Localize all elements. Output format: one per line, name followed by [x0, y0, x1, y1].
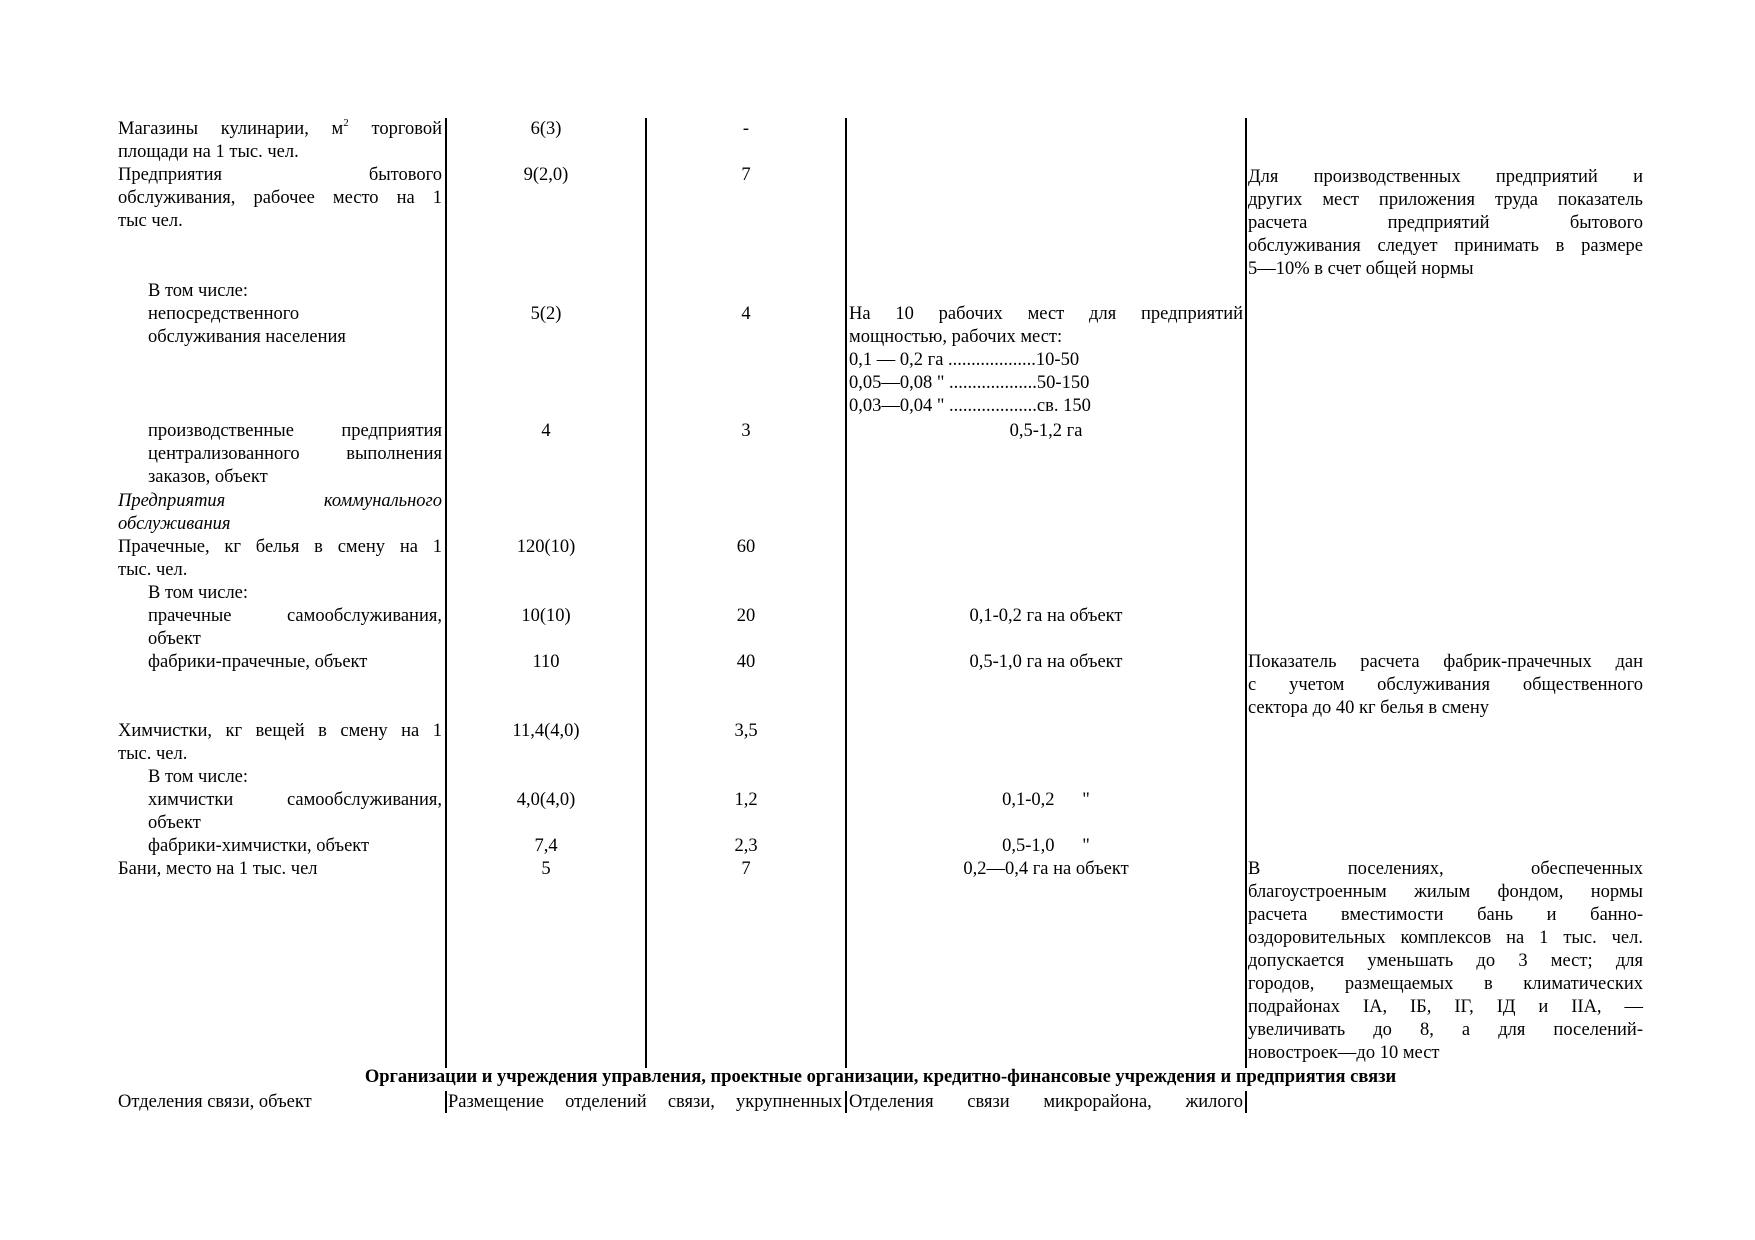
row-baths-v2: 7 — [741, 859, 751, 879]
row-baths-name: Бани, место на 1 тыс. чел — [118, 859, 318, 879]
row-self-service-laundries-v1: 10(10) — [521, 606, 571, 626]
column-divider-4-last — [1245, 1091, 1247, 1113]
row-dry-cleaning-factories-v2: 2,3 — [734, 836, 758, 856]
row-dry-cleaning-factories-v1: 7,4 — [534, 836, 558, 856]
row-cookery-shops-v2: - — [742, 119, 750, 139]
row-self-service-laundries-v2: 20 — [736, 606, 756, 626]
row-dry-cleaning-factories-area: 0,5-1,0 " — [1002, 836, 1090, 856]
row-dry-cleaners-name: Химчистки, кг вещей в смену на 1 тыс. чел. — [118, 721, 442, 764]
row-baths-v1: 5 — [541, 859, 551, 879]
section-heading-administration: Организации и учреждения управления, проектные организации, кредитно-финансовые учреждения и предприятия связи — [364, 1067, 1397, 1087]
row-cookery-shops-name: Магазины кулинарии, $м^2$ торговой площади на 1 тыс. чел. — [118, 117, 442, 162]
row-consumer-services-name: Предприятия бытового обслуживания, рабочее место на 1 тыс чел. — [118, 165, 442, 231]
column-divider-2-last — [845, 1091, 847, 1113]
row-self-service-laundries-name: прачечные самообслуживания, объект — [148, 606, 442, 649]
row-self-service-dry-cleaners-v2: 1,2 — [734, 790, 758, 810]
section-communal-services: Предприятия коммунального обслуживания — [118, 491, 442, 534]
row-self-service-laundries-area: 0,1-0,2 га на объект — [969, 606, 1123, 626]
row-production-enterprises-area: 0,5-1,2 га — [1009, 421, 1083, 441]
row-post-offices-col2: Размещение отделений связи, укрупненных — [448, 1092, 842, 1112]
row-laundries-v2: 60 — [736, 537, 756, 557]
row-self-service-dry-cleaners-v1: 4,0(4,0) — [516, 790, 576, 810]
row-post-offices-col3: Отделения связи микрорайона, жилого — [849, 1092, 1243, 1112]
row-production-enterprises-name: производственные предприятия централизованного выполнения заказов, объект — [148, 421, 442, 487]
row-consumer-services-v2: 7 — [741, 165, 751, 185]
row-baths-area: 0,2—0,4 га на объект — [963, 859, 1129, 879]
column-divider-1 — [445, 118, 447, 1068]
row3-subheading: В том числе: — [148, 281, 249, 301]
row-production-enterprises-v1: 4 — [541, 421, 551, 441]
row-direct-service-area: На 10 рабочих мест для предприятий мощностью, рабочих мест: 0,1 — 0,2 га ...................10-50 0,05—0,08 " ...................50-150 0,03—0,04 " ...................св. 150 — [849, 304, 1243, 416]
row-direct-service-name: непосредственного обслуживания населения — [148, 304, 346, 347]
row-direct-service-v1: 5(2) — [530, 304, 562, 324]
row-baths-note: В поселениях, обеспеченных благоустроенным жилым фондом, нормы расчета вместимости бань и банно- оздоровительных комплексов на 1 тыс. чел. допускается уменьшать до 3 мест; для городов, размещаемых в климатических подрайонах IА, IБ, IГ, IД и IIА, — увеличивать до 8, а для поселений- новостроек—до 10 мест — [1248, 859, 1643, 1063]
column-divider-2 — [645, 118, 647, 1068]
row10-subheading: В том числе: — [148, 767, 249, 787]
row-production-enterprises-v2: 3 — [741, 421, 751, 441]
row-laundries-v1: 120(10) — [516, 537, 576, 557]
row-laundry-factories-v2: 40 — [736, 652, 756, 672]
row-laundry-factories-note: Показатель расчета фабрик-прачечных дан с учетом обслуживания общественного сектора до 40 кг белья в смену — [1248, 652, 1643, 718]
row7-subheading: В том числе: — [148, 583, 249, 603]
row-dry-cleaners-v2: 3,5 — [734, 721, 758, 741]
row-post-offices-name: Отделения связи, объект — [118, 1092, 312, 1112]
row-self-service-dry-cleaners-name: химчистки самообслуживания, объект — [148, 790, 442, 833]
row-self-service-dry-cleaners-area: 0,1-0,2 " — [1002, 790, 1090, 810]
row-consumer-services-v1: 9(2,0) — [523, 165, 569, 185]
column-divider-4 — [1245, 118, 1247, 1068]
row-dry-cleaning-factories-name: фабрики-химчистки, объект — [148, 836, 370, 856]
row-laundry-factories-area: 0,5-1,0 га на объект — [969, 652, 1123, 672]
row-laundries-name: Прачечные, кг белья в смену на 1 тыс. чел. — [118, 537, 442, 580]
row-laundry-factories-name: фабрики-прачечные, объект — [148, 652, 368, 672]
row-laundry-factories-v1: 110 — [532, 652, 560, 672]
row-dry-cleaners-v1: 11,4(4,0) — [512, 721, 580, 741]
column-divider-1-last — [445, 1091, 447, 1113]
row-direct-service-v2: 4 — [741, 304, 751, 324]
row-consumer-services-note: Для производственных предприятий и других мест приложения труда показатель расчета предприятий бытового обслуживания следует принимать в размере 5—10% в счет общей нормы — [1248, 167, 1643, 279]
column-divider-3 — [845, 118, 847, 1068]
row-cookery-shops-v1: 6(3) — [530, 119, 562, 139]
